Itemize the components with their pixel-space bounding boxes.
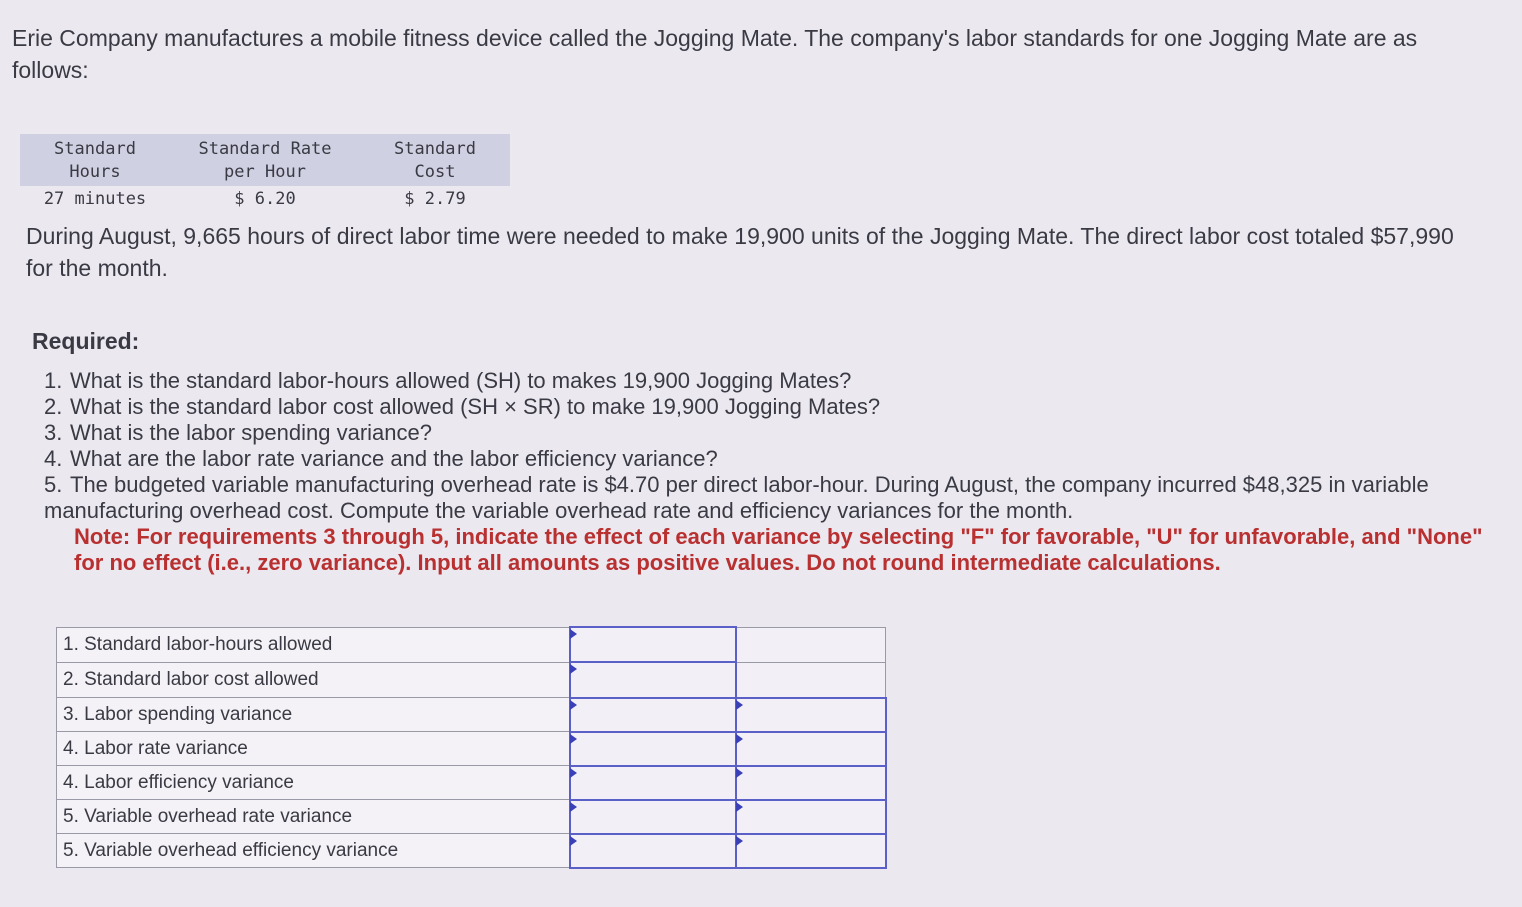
answer-table: [56, 626, 887, 869]
required-marker-icon: [570, 700, 577, 710]
required-marker-icon: [570, 664, 577, 674]
answer-row: [57, 800, 886, 834]
header-standard-rate: Standard Rate per Hour: [170, 134, 360, 186]
amount-input[interactable]: [571, 767, 735, 799]
requirement-text: The budgeted variable manufacturing overhead rate is $4.70 per direct labor-hour. During August, the company incurred $48,325 in variable manufacturing overhead cost. Compute the variable overhead rate and efficiency variances for the month.: [44, 472, 1429, 523]
note-text: Note: For requirements 3 through 5, indicate the effect of each variance by selecting "F" for favorable, "U" for unfavorable, and "None" for no effect (i.e., zero variance). Input all amounts as positive values. Do not round intermediate calculations.: [74, 524, 1483, 575]
amount-cell: [570, 834, 736, 868]
effect-select-cell: [736, 698, 886, 732]
amount-cell: [570, 766, 736, 800]
required-marker-icon: [570, 734, 577, 744]
answer-row: [57, 766, 886, 800]
amount-cell: [570, 662, 736, 698]
required-marker-icon: [570, 629, 577, 639]
effect-select[interactable]: [737, 835, 885, 867]
required-marker-icon: [570, 836, 577, 846]
answer-row: [57, 732, 886, 766]
amount-input[interactable]: [571, 699, 735, 731]
answer-row-label: 1. Standard labor-hours allowed: [57, 627, 571, 662]
answer-row: [57, 698, 886, 732]
header-standard-hours: Standard Hours: [20, 134, 170, 186]
requirement-item: [44, 420, 1494, 446]
value-standard-rate: $ 6.20: [234, 189, 296, 209]
august-data-paragraph: During August, 9,665 hours of direct labor time were needed to make 19,900 units of the Jogging Mate. The direct labor cost totaled $57,990 for the month.: [26, 223, 1454, 281]
requirement-number: 1.: [44, 368, 63, 393]
requirements-list: [44, 368, 1494, 576]
effect-select[interactable]: [737, 767, 885, 799]
required-marker-icon: [736, 768, 743, 778]
requirement-number: 3.: [44, 420, 63, 445]
effect-select-cell: [736, 766, 886, 800]
amount-input[interactable]: [571, 628, 735, 661]
required-marker-icon: [736, 836, 743, 846]
answer-row-label: 4. Labor rate variance: [57, 732, 571, 766]
effect-select-cell: [736, 732, 886, 766]
answer-row-label: 5. Variable overhead efficiency variance: [57, 834, 571, 868]
amount-input[interactable]: [571, 801, 735, 833]
required-marker-icon: [736, 700, 743, 710]
answer-row: [57, 662, 886, 698]
required-marker-icon: [570, 802, 577, 812]
value-standard-cost: $ 2.79: [404, 189, 466, 209]
empty-effect-cell: [736, 627, 886, 662]
requirement-item: [44, 368, 1494, 394]
intro-text: Erie Company manufactures a mobile fitness device called the Jogging Mate. The company's labor standards for one Jogging Mate are as follows:: [12, 25, 1418, 83]
amount-input[interactable]: [571, 835, 735, 867]
amount-input[interactable]: [571, 733, 735, 765]
empty-effect-cell: [736, 662, 886, 698]
effect-select[interactable]: [737, 733, 885, 765]
amount-cell: [570, 627, 736, 662]
amount-cell: [570, 800, 736, 834]
required-marker-icon: [736, 802, 743, 812]
requirement-item: [44, 446, 1494, 472]
requirement-number: 4.: [44, 446, 63, 471]
answer-row-label: 4. Labor efficiency variance: [57, 766, 571, 800]
effect-select[interactable]: [737, 699, 885, 731]
requirement-number: 5.: [44, 472, 63, 497]
answer-row-label: 3. Labor spending variance: [57, 698, 571, 732]
requirement-text: What is the standard labor-hours allowed (SH) to makes 19,900 Jogging Mates?: [70, 368, 852, 393]
answer-row: [57, 834, 886, 868]
requirement-text: What are the labor rate variance and the labor efficiency variance?: [70, 446, 718, 471]
effect-select-cell: [736, 834, 886, 868]
required-marker-icon: [736, 734, 743, 744]
header-standard-cost: Standard Cost: [360, 134, 510, 186]
requirement-item: [44, 472, 1494, 576]
requirement-item: [44, 394, 1494, 420]
effect-select[interactable]: [737, 801, 885, 833]
amount-cell: [570, 732, 736, 766]
amount-cell: [570, 698, 736, 732]
effect-select-cell: [736, 800, 886, 834]
amount-input[interactable]: [571, 663, 735, 697]
required-marker-icon: [570, 768, 577, 778]
value-standard-hours: 27 minutes: [43, 189, 147, 209]
answer-row-label: 2. Standard labor cost allowed: [57, 662, 571, 698]
answer-row: [57, 627, 886, 662]
requirement-number: 2.: [44, 394, 63, 419]
labor-standards-table: [20, 134, 510, 212]
requirement-text: What is the standard labor cost allowed (SH × SR) to make 19,900 Jogging Mates?: [70, 394, 881, 419]
answer-row-label: 5. Variable overhead rate variance: [57, 800, 571, 834]
requirement-text: What is the labor spending variance?: [70, 420, 432, 445]
required-heading: Required:: [32, 328, 140, 354]
